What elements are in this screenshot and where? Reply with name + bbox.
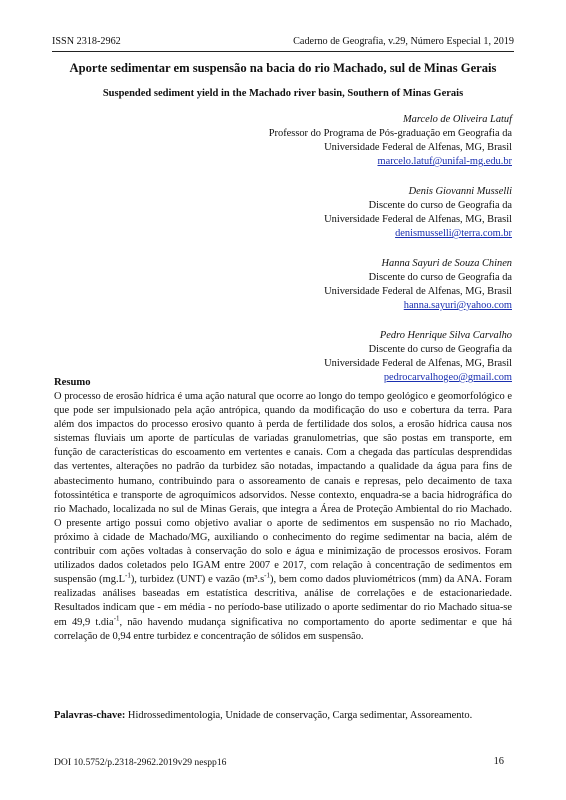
- author-name: Denis Giovanni Musselli: [408, 186, 512, 197]
- superscript: -1: [113, 614, 120, 623]
- keywords: [54, 710, 512, 721]
- author-list: [182, 113, 512, 401]
- author-affiliation: Universidade Federal de Alfenas, MG, Brasil: [324, 142, 512, 153]
- journal-citation: Caderno de Geografia, v.29, Número Especial 1, 2019: [293, 36, 514, 47]
- author-email-link[interactable]: hanna.sayuri@yahoo.com: [403, 300, 512, 311]
- abstract-text: ), bem como dados pluviométricos (mm) da ANA. Foram realizadas análises baseadas em estatística descritiva, análise de correlações e de estacionariedade. Resultados indicam que - em média - no período-base utilizado o aporte sedimentar do rio Machado situa-se em 49,9 t.dia: [54, 574, 512, 628]
- author-affiliation: Universidade Federal de Alfenas, MG, Brasil: [324, 214, 512, 225]
- author-email-link[interactable]: pedrocarvalhogeo@gmail.com: [383, 372, 512, 383]
- abstract-text: ), turbidez (UNT) e vazão (m³.s: [130, 574, 265, 586]
- author-block: [182, 257, 512, 313]
- paper-subtitle-english: Suspended sediment yield in the Machado river basin, Southern of Minas Gerais: [102, 88, 464, 99]
- author-name: Marcelo de Oliveira Latuf: [403, 114, 512, 125]
- abstract-body: [54, 390, 512, 644]
- doi-footer: DOI 10.5752/p.2318-2962.2019v29 nespp16: [54, 757, 227, 768]
- superscript: -1: [124, 571, 131, 580]
- abstract-heading: Resumo: [54, 377, 91, 388]
- abstract-text: , não havendo mudança significativa no comportamento do aporte sedimentar e que há correlação de 0,94 entre turbidez e concentração de sólidos em suspensão.: [54, 616, 513, 642]
- abstract-text: O processo de erosão hídrica é uma ação natural que ocorre ao longo do tempo geológico e geomorfológico e que pode ser impulsionado pela ação antrópica, quando da modificação do uso e cobertura da terra. Para além dos impactos do processo erosivo quanto à perda de fertilidade dos solos, a erosão hídrica causa nos sistemas fluviais um aporte de partículas de variadas granulometrias, que são postas em transporte, em função de características do escoamento em vertentes e canais. Com a chegada das partículas desprendidas das vertentes, alterações no padrão da turbidez são notadas, impactando a qualidade da água para fins de abastecimento humano, contribuindo para o assoreamento de canais e represas, pelo decaimento de taxa fotossintética e transporte de agroquímicos adsorvidos. Nesse contexto, enquadra-se a bacia hidrográfica do rio Machado, localizada no sul de Minas Gerais, que integra a Área de Proteção Ambiental do rio Machado. O presente artigo possui como objetivo avaliar o aporte de sedimentos em suspensão no rio Machado, próximo à cidade de Machado/MG, auxiliando o conhecimento do regime sedimentar na bacia, além de contribuir com ações voltadas à conservação do solo e água e minimização de processos erosivos. Foram utilizados dados coletados pelo IGAM entre 2007 e 2017, com relação à concentração de sedimentos em suspensão (mg.L: [54, 391, 512, 586]
- header-divider: [52, 51, 514, 52]
- author-block: [182, 329, 512, 385]
- paper-title: Aporte sedimentar em suspensão na bacia do rio Machado, sul de Minas Gerais: [69, 61, 497, 75]
- author-email-link[interactable]: denismusselli@terra.com.br: [395, 228, 512, 239]
- keywords-label: Palavras-chave:: [54, 710, 126, 721]
- author-affiliation: Universidade Federal de Alfenas, MG, Brasil: [324, 286, 512, 297]
- author-role: Discente do curso de Geografia da: [368, 344, 512, 355]
- author-block: [182, 113, 512, 169]
- author-block: [182, 185, 512, 241]
- author-affiliation: Universidade Federal de Alfenas, MG, Brasil: [324, 358, 512, 369]
- running-header: [52, 36, 514, 50]
- issn-label: ISSN 2318-2962: [52, 36, 121, 47]
- author-name: Hanna Sayuri de Souza Chinen: [381, 258, 512, 269]
- author-role: Professor do Programa de Pós-graduação em Geografia da: [268, 128, 512, 139]
- keywords-list: Hidrossedimentologia, Unidade de conservação, Carga sedimentar, Assoreamento.: [125, 710, 473, 721]
- page-number: 16: [493, 756, 504, 767]
- superscript: -1: [264, 571, 270, 580]
- author-role: Discente do curso de Geografia da: [368, 200, 512, 211]
- author-name: Pedro Henrique Silva Carvalho: [379, 330, 512, 341]
- author-email-link[interactable]: marcelo.latuf@unifal-mg.edu.br: [377, 156, 512, 167]
- author-role: Discente do curso de Geografia da: [368, 272, 512, 283]
